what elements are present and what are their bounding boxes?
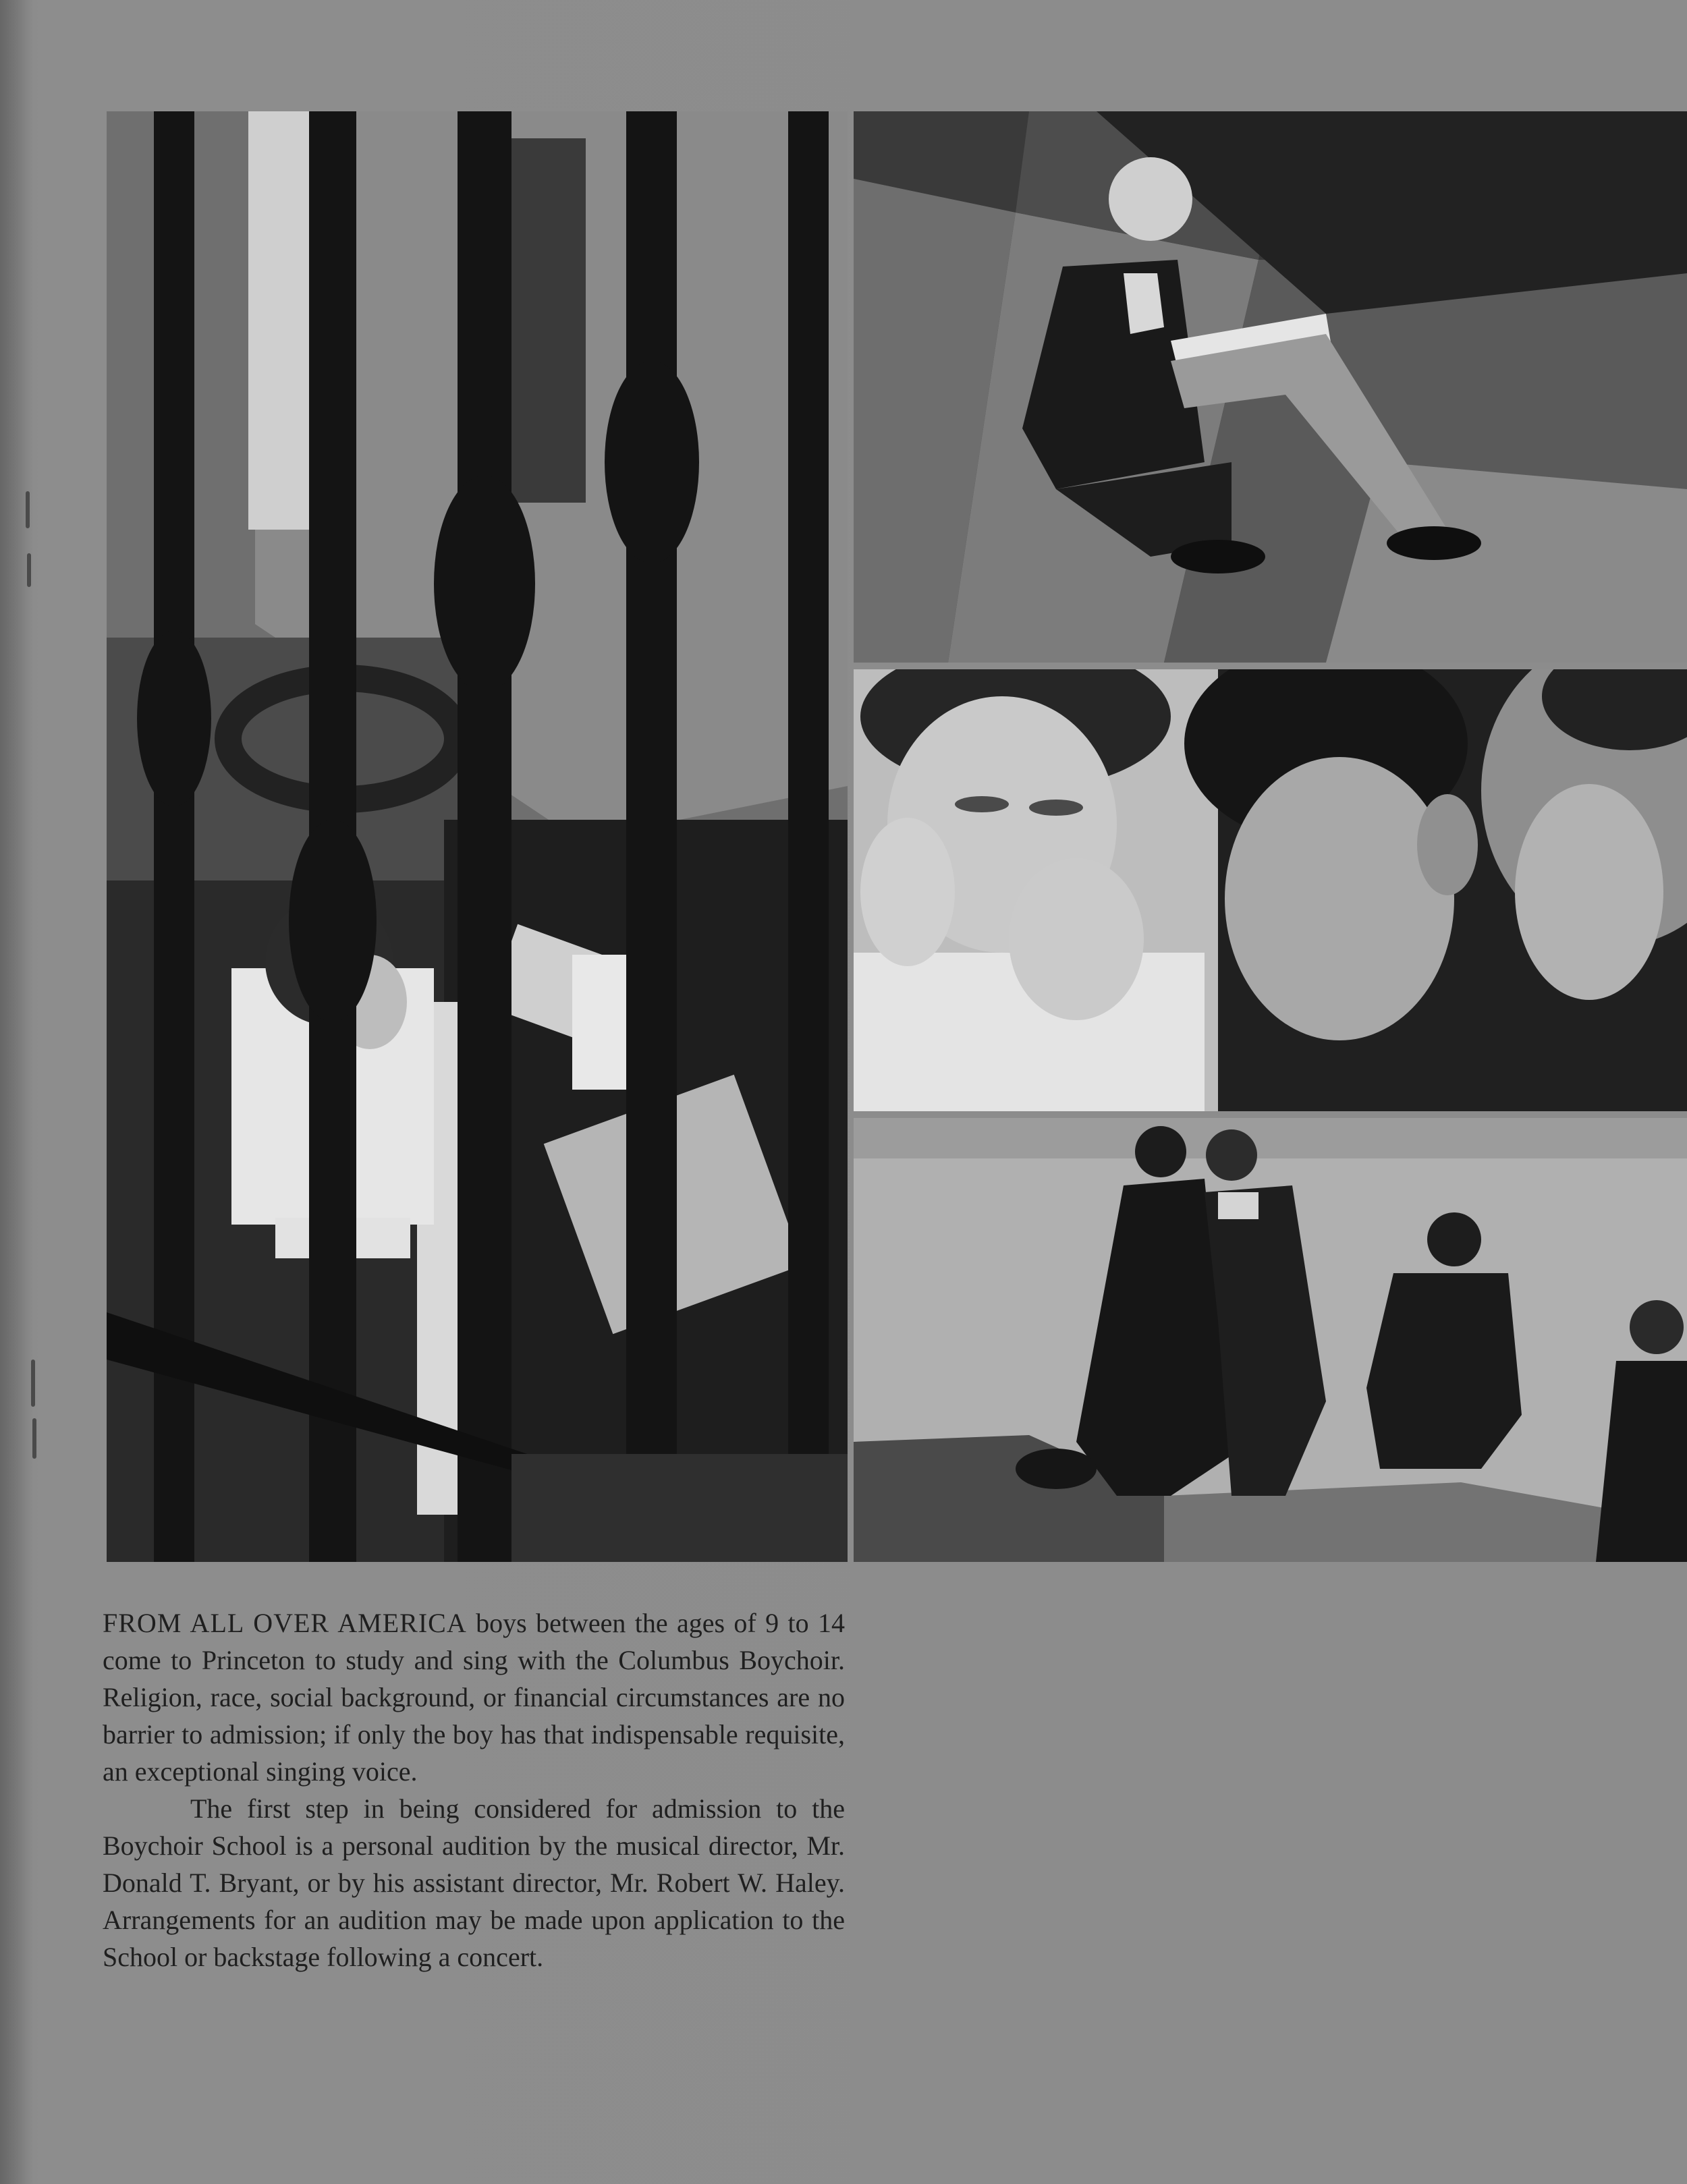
staple-mark — [32, 1418, 36, 1459]
photo-boys-faces — [854, 669, 1687, 1111]
paragraph-1-text: boys between the ages of 9 to 14 come to Princeton to study and sing with the Columbus Boychoir. Religion, race, social background, or financial circumstances are no barrier to admission; if only the boy has that indispensable requisite, an exceptional singing voice. — [103, 1608, 846, 1787]
staple-mark — [27, 553, 31, 587]
spine-shadow — [0, 0, 34, 2184]
photo-boy-reading — [854, 111, 1687, 663]
photo-piano-staircase — [107, 111, 848, 1562]
staple-mark — [31, 1360, 35, 1407]
photo-boys-lawn — [854, 1118, 1687, 1562]
paragraph-2: The first step in being considered for admission to the Boychoir School is a personal audition by the musical director, Mr. Donald T. Bryant, or by his assistant director, Mr. Robert W. Haley. Arrangements for an audition may be made upon application to the School or backstage following a concert. — [103, 1793, 845, 1972]
staple-mark — [26, 491, 30, 528]
paragraph-1 — [103, 1604, 845, 1790]
lead-in-caps: FROM ALL OVER AMERICA — [103, 1608, 467, 1638]
article-body — [103, 1604, 845, 1976]
